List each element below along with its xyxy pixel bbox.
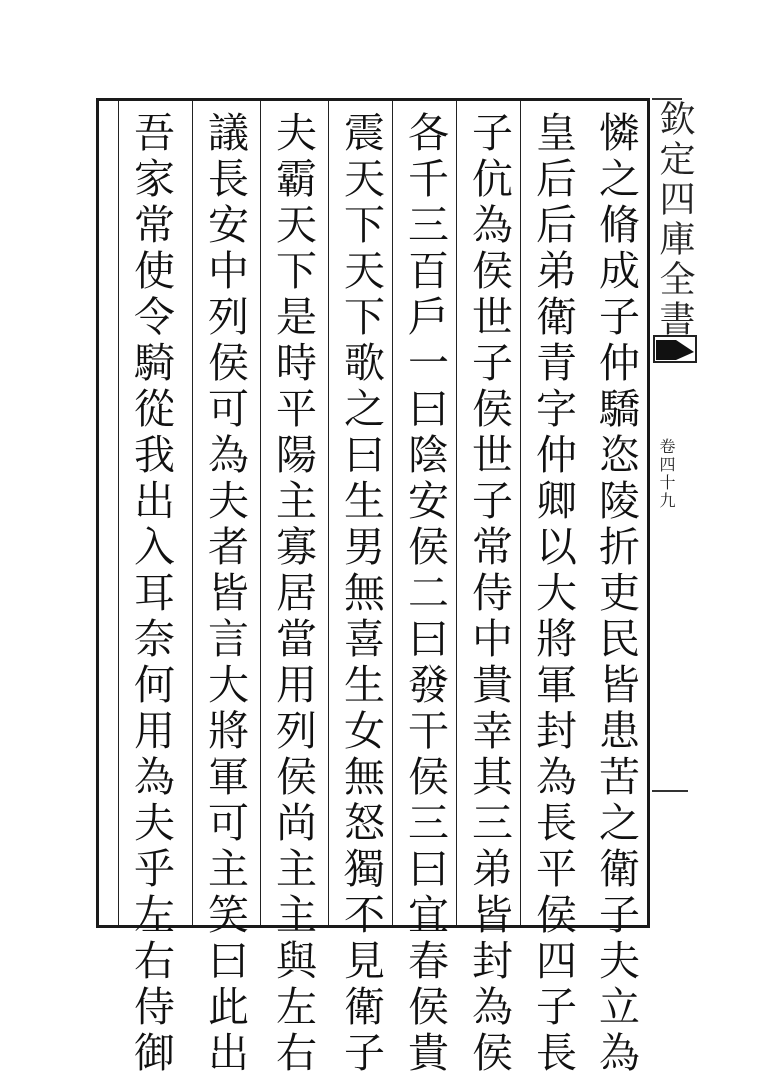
column-text: 憐之脩成子仲驕恣陵折吏民皆患苦之衛子夫立為 [592, 111, 640, 1077]
margin-bottom-rule [652, 790, 688, 792]
column-text: 夫霸天下是時平陽主寡居當用列侯尚主主與左右 [269, 111, 317, 1077]
column-text: 震天下天下歌之曰生男無喜生女無怒獨不見衛子 [337, 111, 385, 1077]
column-text: 吾家常使令騎從我出入耳奈何用為夫乎左右侍御 [127, 111, 175, 1077]
text-column-7 [192, 101, 256, 1077]
margin-book-title [652, 100, 698, 360]
column-text: 皇后后弟衛青字仲卿以大將軍封為長平侯四子長 [529, 111, 577, 1077]
volume-text: 卷四十九 [657, 438, 676, 510]
book-title-text: 欽定四庫全書 [654, 100, 695, 340]
margin-volume [654, 438, 688, 568]
text-column-2 [520, 101, 584, 1077]
text-column-6 [260, 101, 324, 1077]
text-column-3 [456, 101, 520, 1077]
text-column-5 [328, 101, 392, 1077]
text-column-1 [584, 101, 648, 1077]
fishtail-ornament-icon [652, 332, 698, 366]
column-text: 各千三百戶一曰陰安侯二曰發干侯三曰宜春侯貴 [401, 111, 449, 1077]
column-text: 子伉為侯世子侯世子常侍中貴幸其三弟皆封為侯 [465, 111, 513, 1077]
text-column-8 [118, 101, 182, 1077]
column-text: 議長安中列侯可為夫者皆言大將軍可主笑曰此出 [201, 111, 249, 1077]
text-column-4 [392, 101, 456, 1077]
